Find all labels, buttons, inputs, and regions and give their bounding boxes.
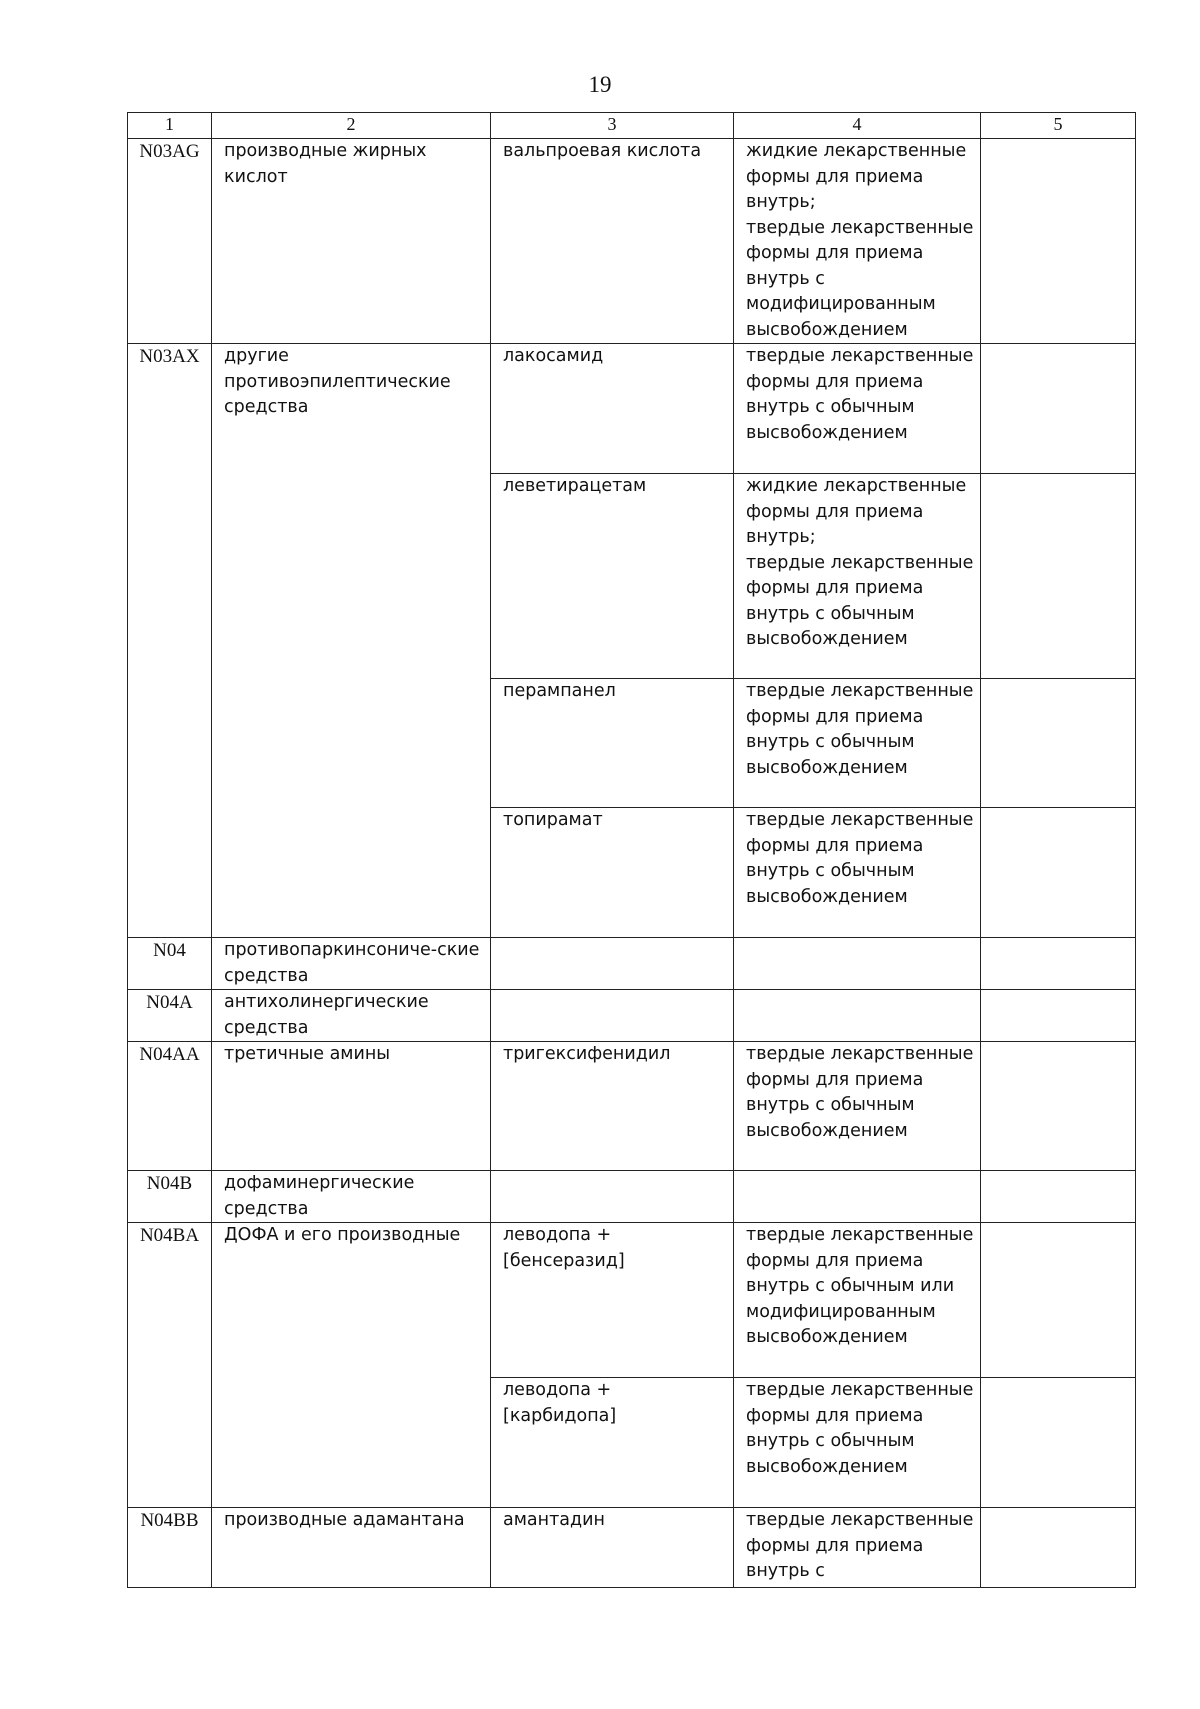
- column-header: 2: [212, 113, 491, 139]
- notes-cell: [981, 474, 1136, 679]
- table-row: [128, 938, 1136, 990]
- table-row: [128, 1042, 1136, 1171]
- notes-cell: [981, 1171, 1136, 1223]
- group-cell: ДОФА и его производные: [212, 1223, 491, 1508]
- drug-name-cell: тригексифенидил: [491, 1042, 734, 1171]
- atc-code-cell: N04BB: [128, 1508, 212, 1588]
- dosage-form-cell: жидкие лекарственные формы для приема внутрь; твердые лекарственные формы для приема внутрь с модифицированным высвобождением: [734, 139, 981, 344]
- notes-cell: [981, 808, 1136, 938]
- table-row: [128, 344, 1136, 474]
- column-header: 1: [128, 113, 212, 139]
- drug-name-cell: леводопа + [карбидопа]: [491, 1378, 734, 1508]
- notes-cell: [981, 990, 1136, 1042]
- notes-cell: [981, 1223, 1136, 1378]
- atc-code-cell: N03AX: [128, 344, 212, 938]
- drug-name-cell: [491, 1171, 734, 1223]
- notes-cell: [981, 1508, 1136, 1588]
- dosage-form-cell: твердые лекарственные формы для приема внутрь с обычным высвобождением: [734, 1378, 981, 1508]
- notes-cell: [981, 1042, 1136, 1171]
- group-cell: производные жирных кислот: [212, 139, 491, 344]
- group-cell: другие противоэпилептические средства: [212, 344, 491, 938]
- notes-cell: [981, 938, 1136, 990]
- drug-name-cell: вальпроевая кислота: [491, 139, 734, 344]
- table-row: [128, 1223, 1136, 1378]
- atc-code-cell: N04A: [128, 990, 212, 1042]
- dosage-form-cell: жидкие лекарственные формы для приема внутрь; твердые лекарственные формы для приема внутрь с обычным высвобождением: [734, 474, 981, 679]
- group-cell: противопаркинсониче-ские средства: [212, 938, 491, 990]
- atc-code-cell: N04AA: [128, 1042, 212, 1171]
- dosage-form-cell: твердые лекарственные формы для приема внутрь с обычным высвобождением: [734, 679, 981, 808]
- drug-name-cell: амантадин: [491, 1508, 734, 1588]
- dosage-form-cell: [734, 938, 981, 990]
- group-cell: антихолинергические средства: [212, 990, 491, 1042]
- group-cell: третичные амины: [212, 1042, 491, 1171]
- drug-name-cell: леводопа + [бенсеразид]: [491, 1223, 734, 1378]
- column-header: 4: [734, 113, 981, 139]
- group-cell: дофаминергические средства: [212, 1171, 491, 1223]
- notes-cell: [981, 139, 1136, 344]
- page-number: 19: [588, 72, 612, 97]
- drug-name-cell: леветирацетам: [491, 474, 734, 679]
- dosage-form-cell: твердые лекарственные формы для приема внутрь с обычным или модифицированным высвобождением: [734, 1223, 981, 1378]
- table-header-row: [128, 113, 1136, 139]
- notes-cell: [981, 679, 1136, 808]
- drug-name-cell: топирамат: [491, 808, 734, 938]
- atc-code-cell: N04BA: [128, 1223, 212, 1508]
- atc-code-cell: N03AG: [128, 139, 212, 344]
- drug-name-cell: [491, 990, 734, 1042]
- atc-code-cell: N04B: [128, 1171, 212, 1223]
- table-row: [128, 1508, 1136, 1588]
- dosage-form-cell: твердые лекарственные формы для приема внутрь с обычным высвобождением: [734, 1042, 981, 1171]
- table-row: [128, 990, 1136, 1042]
- column-header: 3: [491, 113, 734, 139]
- group-cell: производные адамантана: [212, 1508, 491, 1588]
- notes-cell: [981, 344, 1136, 474]
- dosage-form-cell: [734, 990, 981, 1042]
- medication-table: [127, 112, 1136, 1588]
- drug-name-cell: лакосамид: [491, 344, 734, 474]
- atc-code-cell: N04: [128, 938, 212, 990]
- notes-cell: [981, 1378, 1136, 1508]
- dosage-form-cell: твердые лекарственные формы для приема внутрь с обычным высвобождением: [734, 344, 981, 474]
- dosage-form-cell: твердые лекарственные формы для приема внутрь с: [734, 1508, 981, 1588]
- dosage-form-cell: [734, 1171, 981, 1223]
- drug-name-cell: перампанел: [491, 679, 734, 808]
- table-row: [128, 139, 1136, 344]
- drug-name-cell: [491, 938, 734, 990]
- table-row: [128, 1171, 1136, 1223]
- dosage-form-cell: твердые лекарственные формы для приема внутрь с обычным высвобождением: [734, 808, 981, 938]
- column-header: 5: [981, 113, 1136, 139]
